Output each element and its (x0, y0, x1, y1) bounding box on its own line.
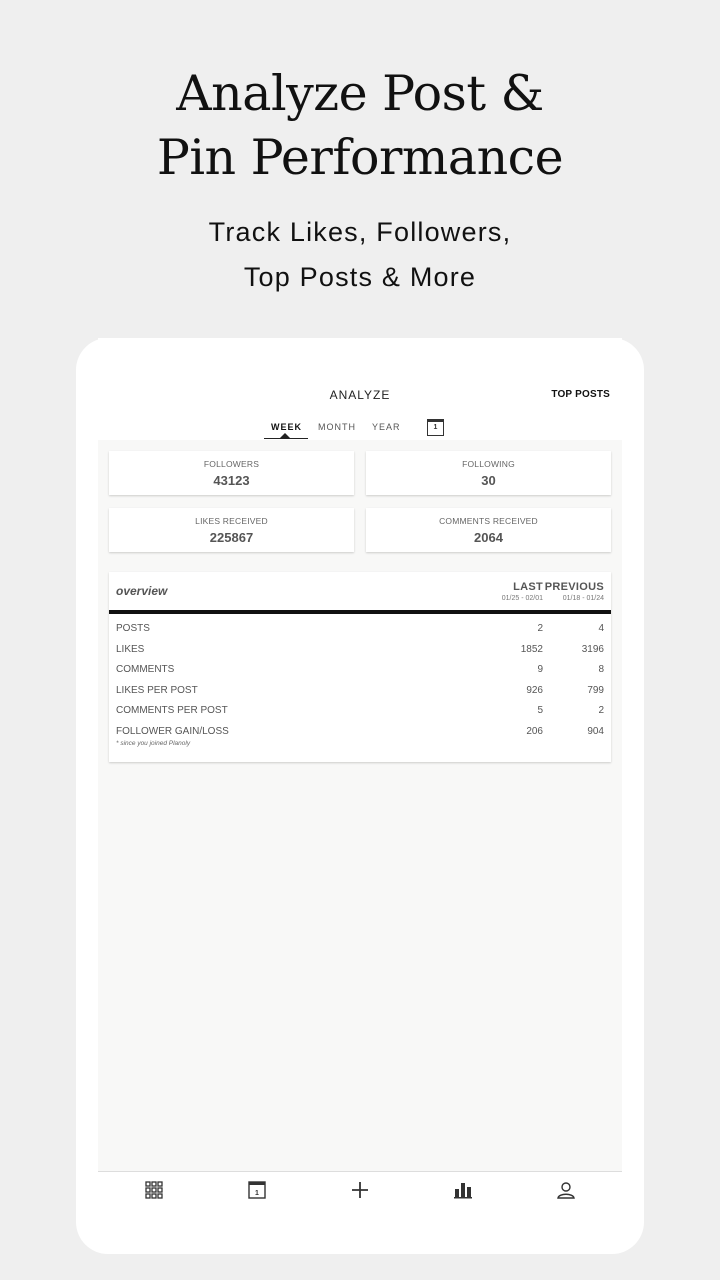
previous-period-header (545, 581, 604, 602)
likes-received-label: LIKES RECEIVED (195, 516, 268, 526)
row-last-value: 5 (537, 705, 543, 717)
row-label: LIKES (116, 643, 145, 655)
previous-period-label: PREVIOUS (544, 581, 604, 593)
overview-title: overview (116, 584, 168, 598)
row-label: COMMENTS PER POST (116, 705, 228, 717)
likes-received-value: 225867 (209, 530, 254, 545)
row-previous-value: 904 (587, 725, 604, 737)
active-tab-underline (264, 438, 308, 439)
bar-chart-icon[interactable] (451, 1178, 475, 1202)
row-previous-value: 3196 (581, 643, 604, 655)
calendar-picker-icon[interactable]: 1 (427, 419, 444, 436)
likes-received-card (109, 508, 354, 552)
row-label: POSTS (116, 623, 150, 634)
headline-line-1: Analyze Post & (176, 65, 544, 122)
app-header (98, 338, 622, 440)
previous-period-range: 01/18 - 01/24 (562, 595, 604, 602)
following-label: FOLLOWING (462, 459, 515, 469)
table-row (109, 641, 611, 662)
overview-rows (109, 620, 611, 744)
grid-icon[interactable] (142, 1178, 166, 1202)
headline-line-2: Pin Performance (156, 129, 564, 186)
row-last-value: 1852 (520, 643, 543, 655)
analytics-content (98, 440, 622, 1171)
row-last-value: 926 (526, 684, 543, 696)
row-last-value: 9 (537, 664, 543, 676)
page-title: ANALYZE (329, 388, 391, 402)
overview-divider (109, 610, 611, 614)
subheadline-line-1: Track Likes, Followers, (208, 217, 512, 247)
bottom-nav (98, 1171, 622, 1207)
last-period-header (502, 581, 543, 602)
comments-received-card (366, 508, 611, 552)
plus-icon[interactable] (348, 1178, 372, 1202)
table-row (109, 661, 611, 682)
row-label: FOLLOWER GAIN/LOSS (116, 725, 229, 737)
subheadline (0, 210, 720, 300)
headline (0, 62, 720, 190)
subheadline-line-2: Top Posts & More (243, 262, 477, 292)
row-label: LIKES PER POST (116, 684, 198, 696)
row-previous-value: 4 (598, 623, 604, 634)
followers-card (109, 451, 354, 495)
last-period-range: 01/25 - 02/01 (501, 595, 543, 602)
device-frame (76, 338, 644, 1254)
table-row (109, 682, 611, 703)
following-card (366, 451, 611, 495)
calendar-icon[interactable] (245, 1178, 269, 1202)
footnote: * since you joined Planoly (116, 740, 191, 747)
table-row (109, 620, 611, 641)
row-label: COMMENTS (116, 664, 175, 676)
followers-label: FOLLOWERS (203, 459, 260, 469)
followers-value: 43123 (213, 473, 250, 488)
period-tabs (98, 418, 622, 440)
following-value: 30 (481, 473, 496, 488)
row-previous-value: 8 (598, 664, 604, 676)
calendar-icon-day: 1 (255, 1190, 259, 1197)
comments-received-label: COMMENTS RECEIVED (439, 516, 538, 526)
row-previous-value: 2 (598, 705, 604, 717)
row-last-value: 2 (537, 623, 543, 634)
row-previous-value: 799 (587, 684, 604, 696)
tab-month[interactable]: MONTH (318, 422, 356, 432)
top-posts-link[interactable]: TOP POSTS (551, 389, 610, 400)
tab-week[interactable]: WEEK (271, 422, 302, 432)
tab-year[interactable]: YEAR (372, 422, 401, 432)
row-last-value: 206 (526, 725, 543, 737)
last-period-label: LAST (513, 581, 543, 593)
profile-icon[interactable] (554, 1178, 578, 1202)
overview-table (109, 572, 611, 762)
comments-received-value: 2064 (474, 530, 503, 545)
table-row (109, 702, 611, 723)
